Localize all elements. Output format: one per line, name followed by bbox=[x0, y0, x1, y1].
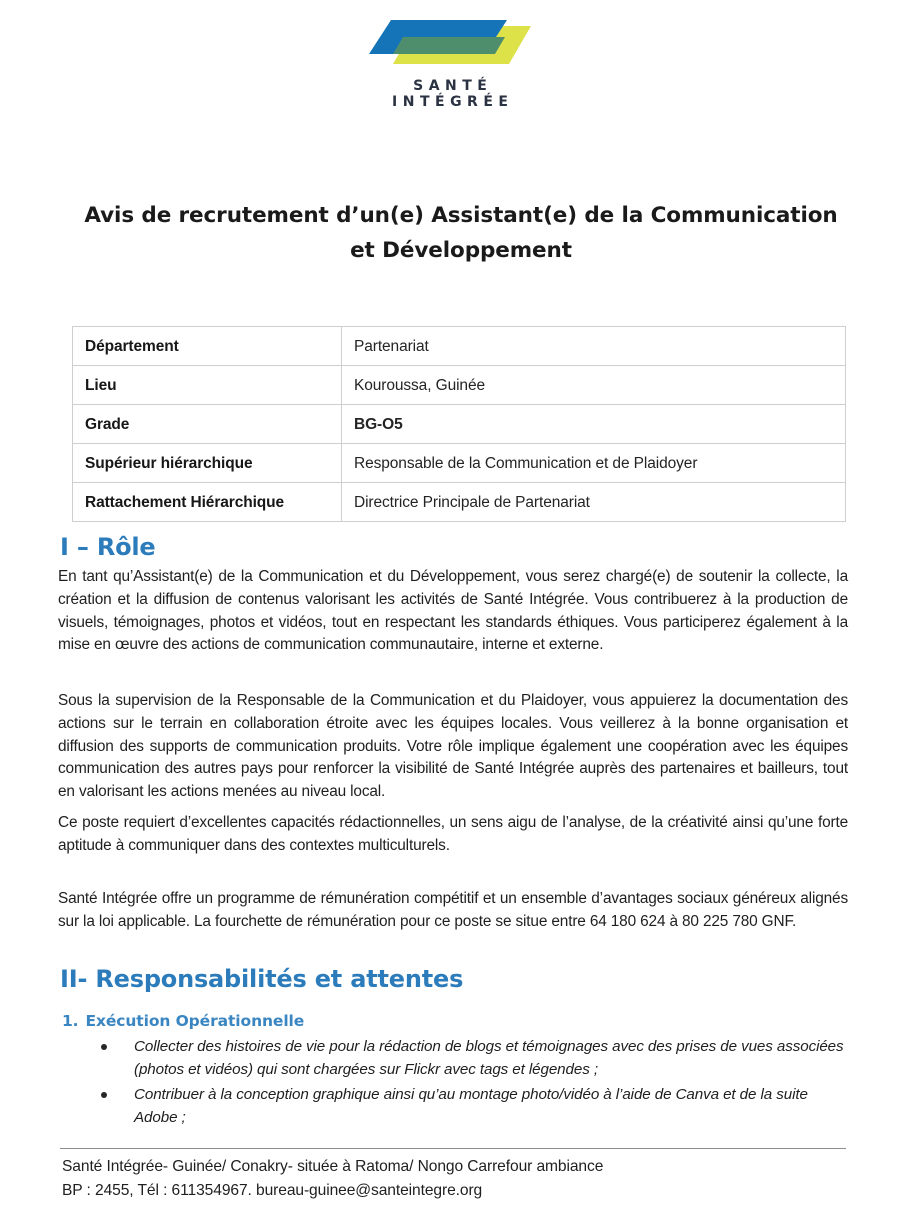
role-paragraph-2: Sous la supervision de la Responsable de la Communication et du Plaidoyer, vous appuierez la documentation des actions sur le terrain en collaboration étroite avec les équipes locales. Vous veillerez à la bonne organisation et diffusion des supports de communication produits. Votre rôle implique également une coopération avec les équipes communication des autres pays pour renforcer la visibilité de Santé Intégrée auprès des partenaires et bailleurs, tout en valorisant les actions menées au niveau local. bbox=[58, 692, 848, 801]
subheading-execution-operationnelle bbox=[62, 1011, 304, 1031]
role-paragraph-4: Santé Intégrée offre un programme de rémunération compétitif et un ensemble d’avantages sociaux généreux alignés sur la loi applicable. La fourchette de rémunération pour ce poste se situe entre 64 180 624 à 80 225 780 GNF. bbox=[58, 890, 848, 930]
table-cell-value: Partenariat bbox=[342, 327, 846, 366]
page-footer bbox=[62, 1155, 852, 1203]
table-cell-key: Lieu bbox=[73, 366, 342, 405]
logo-wordmark bbox=[0, 78, 900, 110]
role-paragraph-1: En tant qu’Assistant(e) de la Communication et du Développement, vous serez chargé(e) de soutenir la collecte, la création et la diffusion de contenus valorisant les activités de Santé Intégrée. Vous contribuerez à la production de visuels, témoignages, photos et vidéos, tout en respectant les standards éthiques. Vous participerez également à la mise en œuvre des actions de communication communautaire, interne et externe. bbox=[58, 568, 848, 654]
subheading-number: 1. bbox=[62, 1012, 79, 1030]
role-paragraph-3: Ce poste requiert d’excellentes capacités rédactionnelles, un sens aigu de l’analyse, de la créativité ainsi qu’une forte aptitude à communiquer dans des contextes multiculturels. bbox=[58, 814, 848, 854]
list-item bbox=[96, 1084, 848, 1129]
list-item-text: Collecter des histoires de vie pour la rédaction de blogs et témoignages avec des prises de vues associées (photos et vidéos) qui sont chargées sur Flickr avec tags et légendes ; bbox=[134, 1038, 844, 1078]
logo-wordmark-line2: INTÉGRÉE bbox=[392, 94, 514, 110]
sante-integree-logo-icon bbox=[355, 18, 545, 72]
table-cell-value: Kouroussa, Guinée bbox=[342, 366, 846, 405]
table-cell-value: Responsable de la Communication et de Plaidoyer bbox=[342, 444, 846, 483]
section-heading-responsabilites: II- Responsabilités et attentes bbox=[60, 965, 464, 993]
table-row bbox=[73, 405, 846, 444]
logo-wordmark-line1: SANTÉ bbox=[413, 78, 493, 94]
job-info-table bbox=[72, 326, 846, 522]
table-row bbox=[73, 366, 846, 405]
footer-line-contact: BP : 2455, Tél : 611354967. bureau-guinee@santeintegre.org bbox=[62, 1182, 483, 1199]
section-heading-role: I – Rôle bbox=[60, 533, 156, 561]
page-title: Avis de recrutement d’un(e) Assistant(e) de la Communication et Développement bbox=[84, 203, 838, 263]
table-row bbox=[73, 327, 846, 366]
bullet-dot-icon bbox=[101, 1092, 107, 1098]
table-cell-key: Rattachement Hiérarchique bbox=[73, 483, 342, 522]
table-cell-value: BG-O5 bbox=[342, 405, 846, 444]
list-item-text: Contribuer à la conception graphique ainsi qu’au montage photo/vidéo à l’aide de Canva et de la suite Adobe ; bbox=[134, 1086, 808, 1126]
footer-line-address: Santé Intégrée- Guinée/ Conakry- située à Ratoma/ Nongo Carrefour ambiance bbox=[62, 1158, 604, 1175]
list-item bbox=[96, 1036, 848, 1081]
table-row bbox=[73, 444, 846, 483]
bullet-dot-icon bbox=[101, 1044, 107, 1050]
logo-block bbox=[0, 18, 900, 110]
table-row bbox=[73, 483, 846, 522]
subheading-label: Exécution Opérationnelle bbox=[85, 1012, 305, 1030]
table-cell-value: Directrice Principale de Partenariat bbox=[342, 483, 846, 522]
table-cell-key: Département bbox=[73, 327, 342, 366]
table-cell-key: Grade bbox=[73, 405, 342, 444]
responsabilites-bullet-list bbox=[96, 1036, 848, 1132]
table-cell-key: Supérieur hiérarchique bbox=[73, 444, 342, 483]
footer-divider bbox=[60, 1148, 846, 1149]
